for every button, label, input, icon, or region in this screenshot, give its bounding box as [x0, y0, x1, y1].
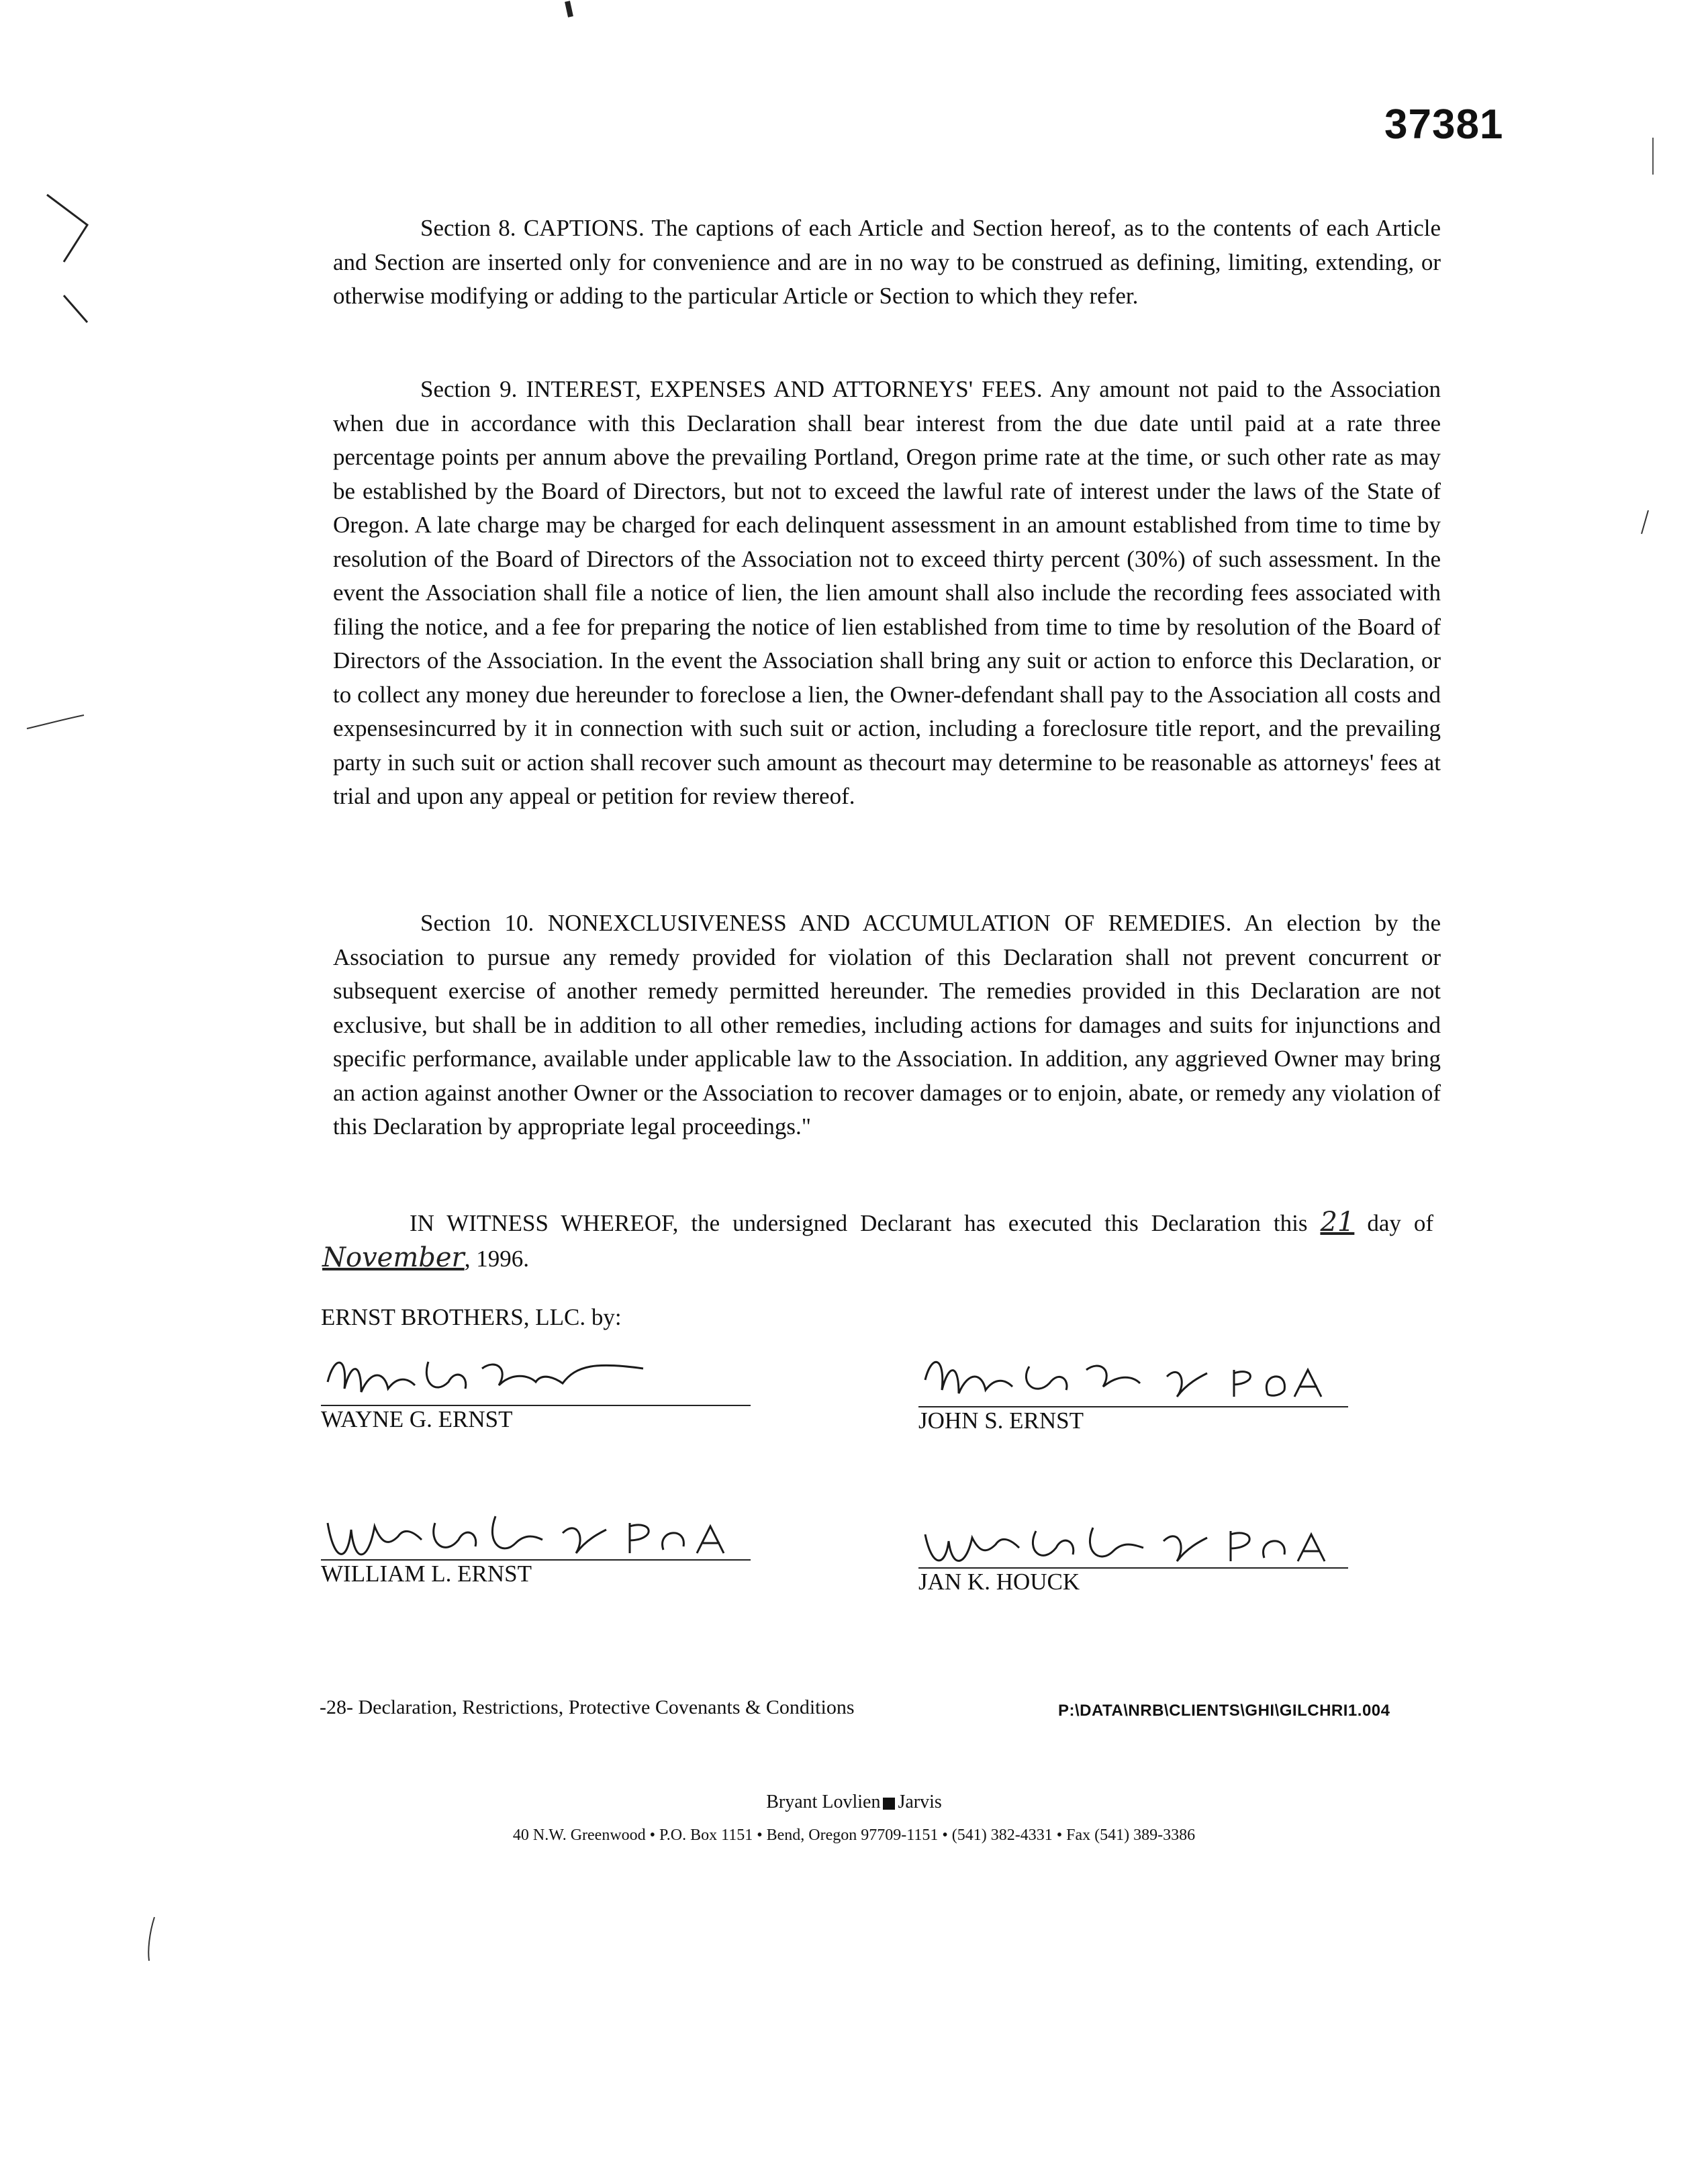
witness-day: 21	[1320, 1207, 1355, 1238]
witness-year: , 1996.	[464, 1245, 529, 1272]
signatory-name: WAYNE G. ERNST	[321, 1406, 513, 1432]
firm-name-right: Jarvis	[898, 1792, 942, 1812]
document-number: 37381	[1384, 101, 1504, 148]
firm-name-left: Bryant Lovlien	[766, 1792, 881, 1812]
section-9	[333, 373, 1441, 814]
footer-page-title: -28- Declaration, Restrictions, Protective Covenants & Conditions	[320, 1696, 855, 1718]
witness-text: IN WITNESS WHEREOF, the undersigned Declarant has executed this Declaration this	[410, 1210, 1308, 1236]
firm-name	[0, 1792, 1708, 1813]
company-name: ERNST BROTHERS, LLC. by:	[321, 1304, 622, 1330]
signatory-name: JOHN S. ERNST	[918, 1407, 1084, 1434]
section-8-heading: Section 8. CAPTIONS.	[420, 215, 645, 241]
firm-address: 40 N.W. Greenwood • P.O. Box 1151 • Bend, Oregon 97709-1151 • (541) 382-4331 • Fax (541) 389-3386	[512, 1826, 1196, 1844]
witness-clause	[322, 1205, 1433, 1276]
section-9-heading: Section 9. INTEREST, EXPENSES AND ATTORNEYS' FEES.	[420, 376, 1043, 402]
footer-file-path: P:\DATA\NRB\CLIENTS\GHI\GILCHRI1.004	[1058, 1702, 1390, 1720]
section-8	[333, 212, 1441, 314]
section-10-body: An election by the Association to pursue any remedy provided for violation of this Declaration shall not prevent concurrent or subsequent exercise of another remedy permitted hereunder. The remedies provided in this Declaration are not exclusive, but shall be in addition to all other remedies, including actions for damages and suits for injunctions and specific performance, available under applicable law to the Association. In addition, any aggrieved Owner may bring an action against another Owner or the Association to recover damages or to enjoin, abate, or remedy any violation of this Declaration by appropriate legal proceedings."	[333, 910, 1441, 1140]
witness-month: November	[322, 1242, 465, 1273]
signatory-name: WILLIAM L. ERNST	[321, 1561, 532, 1587]
section-10	[333, 907, 1441, 1144]
witness-day-of: day of	[1367, 1210, 1433, 1236]
signatory-name: JAN K. HOUCK	[918, 1569, 1080, 1595]
firm-logo-square-icon	[883, 1798, 895, 1810]
section-8-body: The captions of each Article and Section hereof, as to the contents of each Article and Section are inserted only for convenience and are in no way to be construed as defining, limiting, extending, or otherwise modifying or adding to the particular Article or Section to which they refer.	[333, 215, 1441, 309]
section-10-heading: Section 10. NONEXCLUSIVENESS AND ACCUMULATION OF REMEDIES.	[420, 910, 1232, 936]
section-9-body: Any amount not paid to the Association when due in accordance with this Declaration shall bear interest from the due date until paid at a rate three percentage points per annum above the prevailing Portland, Oregon prime rate at the time, or such other rate as may be established by the Board of Directors, but not to exceed the lawful rate of interest under the laws of the State of Oregon. A late charge may be charged for each delinquent assessment in an amount established from time to time by resolution of the Board of Directors of the Association not to exceed thirty percent (30%) of such assessment. In the event the Association shall file a notice of lien, the lien amount shall also include the recording fees associated with filing the notice, and a fee for preparing the notice of lien established from time to time by resolution of the Board of Directors of the Association. In the event the Association shall bring any suit or action to enforce this Declaration, or to collect any money due hereunder to foreclose a lien, the Owner-defendant shall pay to the Association all costs and expensesincurred by it in connection with such suit or action, including a foreclosure title report, and the prevailing party in such suit or action shall recover such amount as thecourt may determine to be reasonable as attorneys' fees at trial and upon any appeal or petition for review thereof.	[333, 376, 1441, 809]
